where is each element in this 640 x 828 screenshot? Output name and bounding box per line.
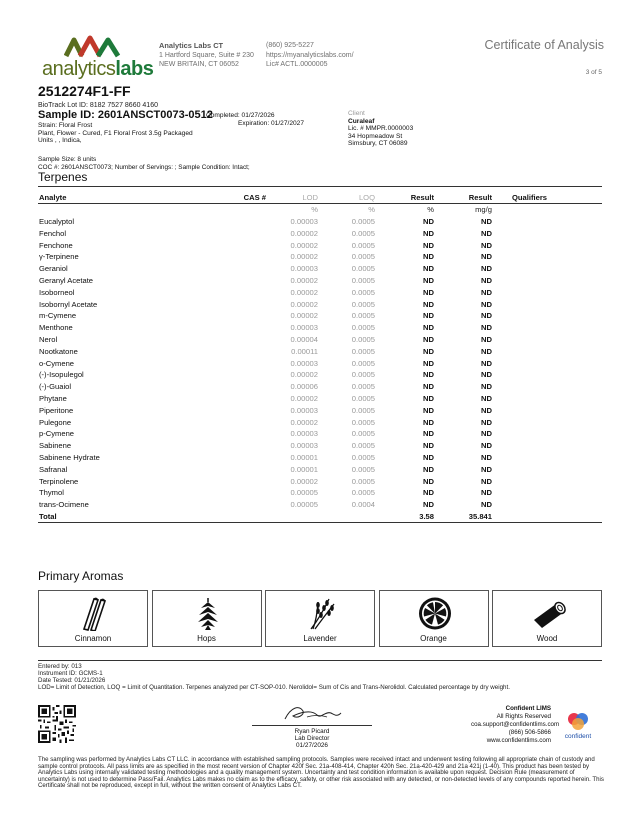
- table-row: [38, 369, 602, 381]
- completed-date: Completed: 01/27/2026: [206, 112, 275, 119]
- result-mgg-cell: ND: [481, 476, 492, 486]
- analyte-cell: (-)-Guaiol: [39, 382, 72, 392]
- test-notes: [38, 664, 510, 692]
- table-row: [38, 357, 602, 369]
- result-percent-cell: ND: [423, 382, 434, 392]
- qualifiers-cell: [492, 404, 602, 416]
- table-row: [38, 275, 602, 287]
- client-label: Client: [348, 110, 365, 117]
- lab-phone: (860) 925-5227: [266, 42, 314, 49]
- instrument-id: Instrument ID: GCMS-1: [38, 669, 103, 677]
- result-mgg-cell: ND: [481, 311, 492, 321]
- result-mgg-cell: ND: [481, 264, 492, 274]
- aroma-label: Orange: [420, 634, 447, 643]
- aroma-label: Hops: [197, 634, 216, 643]
- lod-cell: 0.00002: [290, 240, 318, 250]
- table-row: [38, 286, 602, 298]
- qualifiers-cell: [492, 428, 602, 440]
- header: [38, 30, 604, 80]
- qualifiers-cell: [492, 334, 602, 346]
- cas-cell: [224, 263, 266, 275]
- total-result-percent: 3.58: [375, 511, 434, 523]
- aroma-label: Lavender: [303, 634, 337, 643]
- loq-cell: 0.0005: [351, 346, 375, 356]
- loq-cell: 0.0005: [351, 299, 375, 309]
- terpenes-table: [38, 192, 602, 523]
- unit-loq: %: [368, 205, 375, 215]
- lod-cell: 0.00006: [290, 382, 318, 392]
- analyte-cell: Safranal: [39, 464, 68, 474]
- analyte-cell: Fenchone: [39, 240, 73, 250]
- result-percent-cell: ND: [423, 370, 434, 380]
- lavender-icon: [301, 596, 341, 631]
- table-row: [38, 334, 602, 346]
- lab-address: [159, 41, 254, 70]
- analyte-cell: Isoborneol: [39, 287, 75, 297]
- analyte-cell: Thymol: [39, 488, 64, 498]
- lod-cell: 0.00002: [290, 287, 318, 297]
- col-qualifiers: Qualifiers: [492, 192, 602, 204]
- result-percent-cell: ND: [423, 240, 434, 250]
- qualifiers-cell: [492, 499, 602, 511]
- signature-line: [252, 725, 372, 726]
- result-percent-cell: ND: [423, 311, 434, 321]
- result-percent-cell: ND: [423, 429, 434, 439]
- section-divider: [38, 186, 602, 187]
- total-label: Total: [38, 511, 224, 523]
- qualifiers-cell: [492, 440, 602, 452]
- confident-wordmark: confident: [564, 733, 592, 740]
- table-header-row: [38, 192, 602, 204]
- date-tested: Date Tested: 01/21/2026: [38, 676, 106, 684]
- table-row: [38, 381, 602, 393]
- lod-cell: 0.00003: [290, 323, 318, 333]
- result-percent-cell: ND: [423, 334, 434, 344]
- aroma-card-wood: [492, 590, 602, 647]
- result-mgg-cell: ND: [481, 252, 492, 262]
- result-percent-cell: ND: [423, 405, 434, 415]
- cas-cell: [224, 322, 266, 334]
- qualifiers-cell: [492, 275, 602, 287]
- result-percent-cell: ND: [423, 252, 434, 262]
- loq-cell: 0.0005: [351, 429, 375, 439]
- loq-cell: 0.0005: [351, 370, 375, 380]
- lod-cell: 0.00003: [290, 358, 318, 368]
- lims-website-link[interactable]: www.confidentlims.com: [486, 737, 551, 744]
- lod-cell: 0.00002: [290, 476, 318, 486]
- lab-website-link[interactable]: https://myanalyticslabs.com/: [266, 51, 354, 59]
- analytics-labs-logo: [38, 30, 154, 80]
- result-mgg-cell: ND: [481, 488, 492, 498]
- cas-cell: [224, 475, 266, 487]
- lab-address-line1: 1 Hartford Square, Suite # 230: [159, 51, 254, 59]
- analyte-cell: Pulegone: [39, 417, 72, 427]
- analyte-cell: Geraniol: [39, 264, 68, 274]
- cas-cell: [224, 216, 266, 228]
- result-percent-cell: ND: [423, 228, 434, 238]
- lod-cell: 0.00011: [291, 346, 318, 356]
- qualifiers-cell: [492, 381, 602, 393]
- table-row: [38, 251, 602, 263]
- qualifiers-cell: [492, 475, 602, 487]
- result-mgg-cell: ND: [481, 452, 492, 462]
- result-percent-cell: ND: [423, 488, 434, 498]
- signatory: [252, 728, 372, 749]
- lims-email-link[interactable]: coa.support@confidentlims.com: [471, 721, 560, 728]
- result-mgg-cell: ND: [481, 299, 492, 309]
- loq-cell: 0.0005: [351, 240, 375, 250]
- result-mgg-cell: ND: [481, 405, 492, 415]
- entered-by: Entered by: 013: [38, 663, 82, 670]
- result-percent-cell: ND: [423, 464, 434, 474]
- result-percent-cell: ND: [423, 264, 434, 274]
- table-row: [38, 404, 602, 416]
- cas-cell: [224, 239, 266, 251]
- result-percent-cell: ND: [423, 452, 434, 462]
- result-percent-cell: ND: [423, 393, 434, 403]
- lod-cell: 0.00003: [290, 429, 318, 439]
- result-percent-cell: ND: [423, 299, 434, 309]
- table-row: [38, 452, 602, 464]
- col-lod: LOD: [266, 192, 318, 204]
- client-license: Lic. # MMPR.0000003: [348, 125, 414, 132]
- lod-cell: 0.00001: [290, 452, 318, 462]
- qualifiers-cell: [492, 310, 602, 322]
- analyte-cell: Geranyl Acetate: [39, 275, 94, 285]
- biotrack-lot-id: BioTrack Lot ID: 8182 7527 8660 4160: [38, 102, 158, 109]
- result-percent-cell: ND: [423, 500, 434, 510]
- cas-cell: [224, 499, 266, 511]
- qualifiers-cell: [492, 369, 602, 381]
- col-analyte: Analyte: [38, 192, 224, 204]
- result-mgg-cell: ND: [481, 382, 492, 392]
- batch-number: 2512274F1-FF: [38, 83, 131, 99]
- strain-info: [38, 122, 243, 145]
- loq-cell: 0.0005: [351, 405, 375, 415]
- qualifiers-cell: [492, 298, 602, 310]
- client-name: Curaleaf: [348, 117, 375, 125]
- result-percent-cell: ND: [423, 287, 434, 297]
- result-mgg-cell: ND: [481, 370, 492, 380]
- analyte-cell: Sabinene Hydrate: [39, 452, 100, 462]
- analyte-cell: Nootkatone: [39, 346, 78, 356]
- col-result-percent: Result: [375, 192, 434, 204]
- cas-cell: [224, 404, 266, 416]
- lod-cell: 0.00002: [290, 299, 318, 309]
- result-percent-cell: ND: [423, 216, 434, 226]
- analyte-cell: γ-Terpinene: [39, 252, 79, 262]
- cas-cell: [224, 286, 266, 298]
- loq-cell: 0.0005: [351, 334, 375, 344]
- cas-cell: [224, 334, 266, 346]
- loq-cell: 0.0005: [351, 417, 375, 427]
- loq-cell: 0.0005: [351, 488, 375, 498]
- analyte-cell: Fenchol: [39, 228, 67, 238]
- aroma-card-lavender: [265, 590, 375, 647]
- qualifiers-cell: [492, 357, 602, 369]
- wood-icon: [528, 596, 568, 631]
- loq-cell: 0.0005: [351, 287, 375, 297]
- result-mgg-cell: ND: [481, 393, 492, 403]
- analyte-cell: m-Cymene: [39, 311, 77, 321]
- signature-block: [252, 703, 372, 749]
- cinnamon-icon: [74, 596, 114, 631]
- signatory-title: Lab Director: [294, 735, 330, 742]
- table-row: [38, 463, 602, 475]
- lab-license: Lic# ACTL.0000005: [266, 61, 328, 68]
- loq-cell: 0.0004: [351, 500, 375, 510]
- total-row: [38, 511, 602, 523]
- cas-cell: [224, 416, 266, 428]
- cas-cell: [224, 275, 266, 287]
- analyte-cell: Menthone: [39, 323, 73, 333]
- qr-code[interactable]: [38, 705, 76, 743]
- cas-cell: [224, 251, 266, 263]
- document-title: Certificate of Analysis: [484, 38, 604, 52]
- loq-cell: 0.0005: [351, 393, 375, 403]
- loq-cell: 0.0005: [351, 476, 375, 486]
- lod-cell: 0.00002: [290, 228, 318, 238]
- result-mgg-cell: ND: [481, 464, 492, 474]
- cas-cell: [224, 310, 266, 322]
- loq-cell: 0.0005: [351, 358, 375, 368]
- product-line1: Plant, Flower - Cured, F1 Floral Frost 3.5g Packaged: [38, 129, 193, 137]
- table-row: [38, 440, 602, 452]
- result-percent-cell: ND: [423, 275, 434, 285]
- result-percent-cell: ND: [423, 417, 434, 427]
- aroma-label: Wood: [536, 634, 558, 643]
- cas-cell: [224, 487, 266, 499]
- expiration-date: Expiration: 01/27/2027: [238, 120, 304, 127]
- result-percent-cell: ND: [423, 476, 434, 486]
- lod-cell: 0.00002: [290, 275, 318, 285]
- signatory-name: Ryan Picard: [294, 728, 330, 735]
- confident-logo-mark: [554, 710, 602, 732]
- units-row: [38, 204, 602, 216]
- unit-lod: %: [311, 205, 318, 215]
- cas-cell: [224, 298, 266, 310]
- loq-cell: 0.0005: [351, 275, 375, 285]
- result-mgg-cell: ND: [481, 429, 492, 439]
- cas-cell: [224, 463, 266, 475]
- result-mgg-cell: ND: [481, 500, 492, 510]
- unit-result-mgg: mg/g: [475, 205, 492, 215]
- total-result-mgg: 35.841: [434, 511, 492, 523]
- analyte-cell: Piperitone: [39, 405, 74, 415]
- col-cas: CAS #: [224, 192, 266, 204]
- qualifiers-cell: [492, 286, 602, 298]
- result-mgg-cell: ND: [481, 228, 492, 238]
- aromas-list: [38, 590, 602, 647]
- qualifiers-cell: [492, 487, 602, 499]
- cas-cell: [224, 452, 266, 464]
- loq-cell: 0.0005: [351, 464, 375, 474]
- aromas-title: Primary Aromas: [38, 569, 124, 583]
- result-mgg-cell: ND: [481, 346, 492, 356]
- cas-cell: [224, 381, 266, 393]
- lod-cell: 0.00003: [290, 216, 318, 226]
- loq-cell: 0.0005: [351, 441, 375, 451]
- aroma-card-hops: [152, 590, 262, 647]
- sample-id: Sample ID: 2601ANSCT0073-0512: [38, 109, 213, 121]
- hops-icon: [188, 596, 228, 631]
- terpenes-title: Terpenes: [38, 170, 88, 184]
- analyte-cell: Nerol: [39, 334, 58, 344]
- lod-cell: 0.00002: [290, 417, 318, 427]
- loq-cell: 0.0005: [351, 216, 375, 226]
- table-row: [38, 227, 602, 239]
- analyte-cell: (-)-Isopulegol: [39, 370, 84, 380]
- qualifiers-cell: [492, 263, 602, 275]
- analyte-cell: Sabinene: [39, 441, 72, 451]
- unit-result-percent: %: [427, 205, 434, 215]
- product-line2: Units , , Indica,: [38, 137, 82, 144]
- loq-cell: 0.0005: [351, 264, 375, 274]
- cas-cell: [224, 227, 266, 239]
- analyte-cell: p-Cymene: [39, 429, 75, 439]
- lod-cell: 0.00004: [290, 334, 318, 344]
- lod-cell: 0.00003: [290, 441, 318, 451]
- cas-cell: [224, 428, 266, 440]
- qualifiers-cell: [492, 345, 602, 357]
- orange-icon: [415, 596, 455, 631]
- lod-cell: 0.00003: [290, 264, 318, 274]
- abbreviation-legend: LOD= Limit of Detection, LOQ = Limit of Quantitation. Terpenes analyzed per CT-SOP-010. Nerolidol= Sum of Cis and Trans-Nerolidol. Calculated percentage by dry weight.: [38, 683, 510, 691]
- table-row: [38, 239, 602, 251]
- col-result-mgg: Result: [434, 192, 492, 204]
- result-percent-cell: ND: [423, 346, 434, 356]
- cas-cell: [224, 357, 266, 369]
- table-row: [38, 393, 602, 405]
- lod-cell: 0.00002: [290, 370, 318, 380]
- qualifiers-cell: [492, 239, 602, 251]
- analyte-cell: trans-Ocimene: [39, 500, 89, 510]
- table-row: [38, 345, 602, 357]
- qualifiers-cell: [492, 216, 602, 228]
- cas-cell: [224, 345, 266, 357]
- qualifiers-cell: [492, 416, 602, 428]
- col-loq: LOQ: [318, 192, 375, 204]
- result-mgg-cell: ND: [481, 287, 492, 297]
- logo-wordmark: analyticslabs: [42, 58, 154, 80]
- lod-cell: 0.00005: [290, 488, 318, 498]
- sample-size: Sample Size: 8 units: [38, 156, 97, 163]
- analyte-cell: Terpinolene: [39, 476, 79, 486]
- cas-cell: [224, 440, 266, 452]
- result-mgg-cell: ND: [481, 240, 492, 250]
- cas-cell: [224, 369, 266, 381]
- aroma-card-cinnamon: [38, 590, 148, 647]
- result-mgg-cell: ND: [481, 417, 492, 427]
- table-row: [38, 428, 602, 440]
- strain: Strain: Floral Frost: [38, 122, 93, 129]
- table-row: [38, 298, 602, 310]
- lab-address-line2: NEW BRITAIN, CT 06052: [159, 61, 239, 68]
- qualifiers-cell: [492, 463, 602, 475]
- qualifiers-cell: [492, 251, 602, 263]
- lims-phone: (866) 506-5866: [508, 729, 551, 736]
- loq-cell: 0.0005: [351, 382, 375, 392]
- client-address2: Simsbury, CT 06089: [348, 140, 408, 147]
- client-address1: 34 Hopmeadow St: [348, 132, 403, 140]
- result-mgg-cell: ND: [481, 358, 492, 368]
- coc-info: COC #: 2601ANSCT0073; Number of Servings: ; Sample Condition: Intact;: [38, 163, 250, 171]
- table-row: [38, 416, 602, 428]
- lod-cell: 0.00005: [290, 500, 318, 510]
- result-mgg-cell: ND: [481, 323, 492, 333]
- confident-logo: [554, 710, 602, 742]
- loq-cell: 0.0005: [351, 228, 375, 238]
- disclaimer: The sampling was performed by Analytics Labs CT LLC. in accordance with established sampling protocols. Samples were received intact and underwent testing following all appropriate chain of custody and sample control protocols. All pass limits are as specified in the most recent version of Chapter 420f Sec. 21a-408-414, Chapter 420h Sec. 21a-420-429 and 21a 421j (1-40). This product has been tested by Analytics Labs using internally validated testing methodologies and a quality management system. Uncertainty and test condition information is available upon request. Decision Rule (measurement of uncertainty) is not used to determine Pass/Fail. Analytics Labs makes no claim as to the efficacy, safety, or other risk associated with any detected, or non-detected levels of any compounds reported herein. This Certificate shall not be reproduced, except in full, without the written consent of Analytics Labs CT.: [38, 756, 604, 789]
- result-mgg-cell: ND: [481, 441, 492, 451]
- table-row: [38, 310, 602, 322]
- table-row: [38, 499, 602, 511]
- qualifiers-cell: [492, 452, 602, 464]
- lims-name: Confident LIMS: [505, 705, 551, 712]
- lod-cell: 0.00003: [290, 405, 318, 415]
- analyte-cell: Isobornyl Acetate: [39, 299, 98, 309]
- loq-cell: 0.0005: [351, 323, 375, 333]
- sample-info: [38, 83, 604, 171]
- result-percent-cell: ND: [423, 358, 434, 368]
- result-percent-cell: ND: [423, 323, 434, 333]
- result-mgg-cell: ND: [481, 275, 492, 285]
- analyte-cell: o-Cymene: [39, 358, 75, 368]
- lod-cell: 0.00001: [290, 464, 318, 474]
- qualifiers-cell: [492, 227, 602, 239]
- lod-cell: 0.00002: [290, 252, 318, 262]
- table-row: [38, 487, 602, 499]
- footer-divider: [38, 660, 602, 661]
- sample-size-info: [38, 156, 250, 171]
- lims-info: [471, 705, 560, 745]
- qualifiers-cell: [492, 393, 602, 405]
- lab-contact: [266, 41, 354, 70]
- loq-cell: 0.0005: [351, 252, 375, 262]
- table-row: [38, 216, 602, 228]
- signature-date: 01/27/2026: [296, 742, 328, 749]
- result-percent-cell: ND: [423, 441, 434, 451]
- signature-image: [277, 703, 347, 723]
- lod-cell: 0.00002: [290, 311, 318, 321]
- table-row: [38, 322, 602, 334]
- page-number: 3 of 5: [585, 69, 602, 76]
- lims-rights: All Rights Reserved: [496, 713, 551, 720]
- aroma-label: Cinnamon: [74, 634, 112, 643]
- loq-cell: 0.0005: [351, 311, 375, 321]
- qualifiers-cell: [492, 322, 602, 334]
- analyte-cell: Eucalyptol: [39, 216, 75, 226]
- result-mgg-cell: ND: [481, 334, 492, 344]
- loq-cell: 0.0005: [351, 452, 375, 462]
- analyte-cell: Phytane: [39, 393, 67, 403]
- cas-cell: [224, 393, 266, 405]
- table-row: [38, 475, 602, 487]
- aroma-card-orange: [379, 590, 489, 647]
- lod-cell: 0.00002: [290, 393, 318, 403]
- result-mgg-cell: ND: [481, 216, 492, 226]
- lab-name: Analytics Labs CT: [159, 41, 224, 50]
- client-info: [348, 110, 413, 148]
- table-row: [38, 263, 602, 275]
